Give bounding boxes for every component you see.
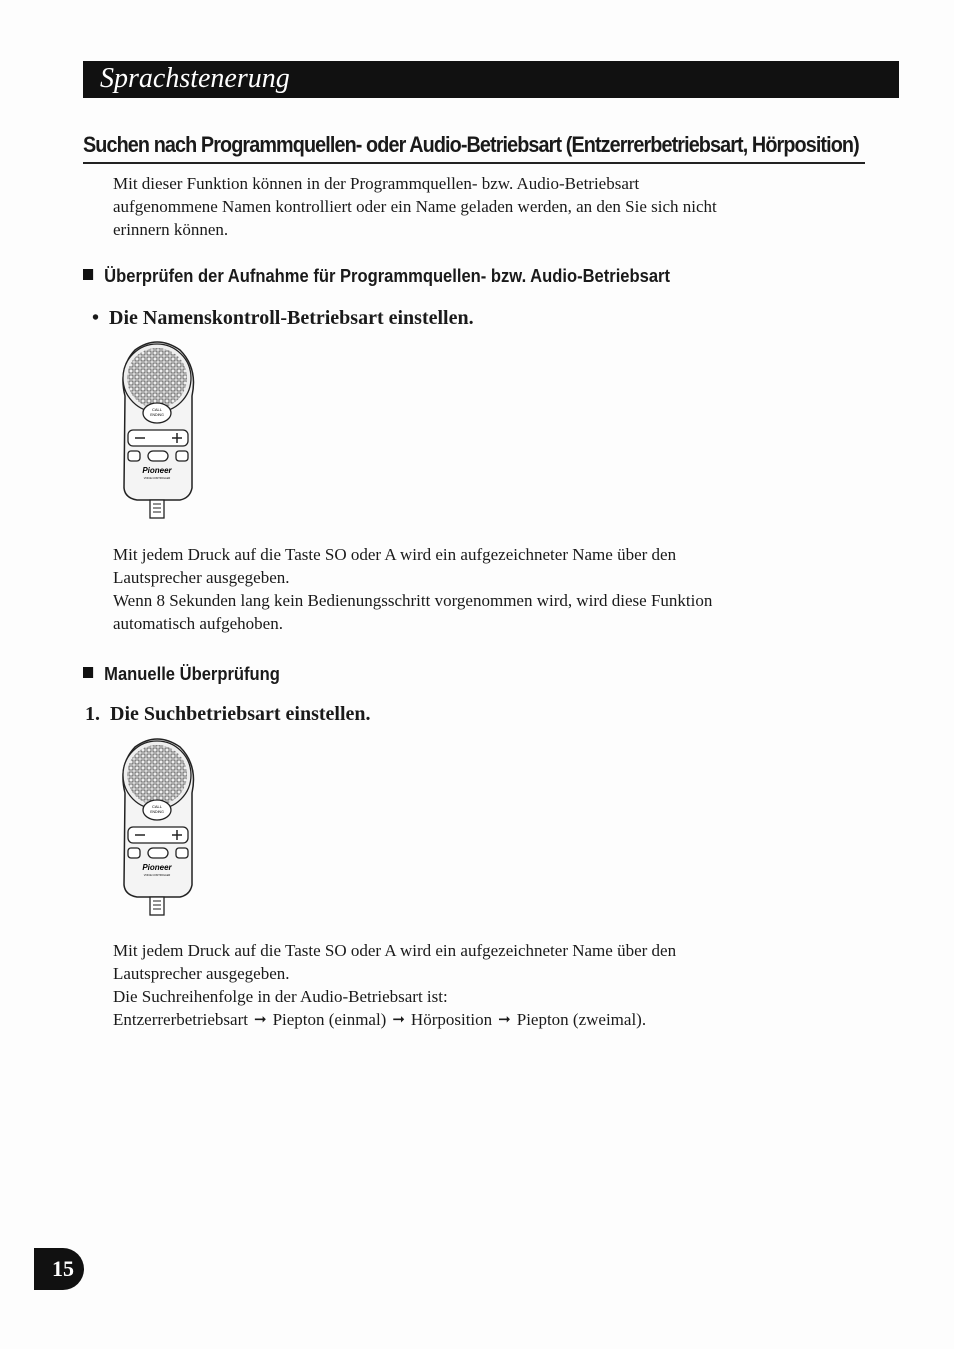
intro-line: Mit dieser Funktion können in der Programmquellen- bzw. Audio-Betriebsart xyxy=(113,174,640,193)
sequence-item: Piepton (zweimal). xyxy=(516,1010,647,1029)
step-text: Die Suchbetriebsart einstellen. xyxy=(110,703,371,725)
body-line: Mit jedem Druck auf die Taste SO oder A wird ein aufgezeichneter Name über den xyxy=(113,941,677,960)
section-title: Überprüfen der Aufnahme für Programmquellen- bzw. Audio-Betriebsart xyxy=(104,266,671,286)
sequence-item: Hörposition xyxy=(410,1010,493,1029)
remote-sub-label: ENDING xyxy=(150,810,164,814)
body-line: Die Suchreihenfolge in der Audio-Betriebsart ist: xyxy=(113,987,448,1006)
arrow-right-icon: ➞ xyxy=(253,1012,267,1028)
bullet: • xyxy=(92,307,100,329)
remote-control-illustration xyxy=(110,338,205,523)
remote-model-label: VOICE CONTROLLER xyxy=(143,477,171,480)
banner-title: Sprachstenerung xyxy=(100,63,290,94)
arrow-right-icon: ➞ xyxy=(498,1012,511,1028)
section-heading-manual xyxy=(83,664,280,685)
section-banner xyxy=(83,61,899,98)
step-number: 1. xyxy=(85,703,100,725)
remote-brand-logo: Pioneer xyxy=(142,466,172,475)
square-bullet-icon xyxy=(83,667,93,678)
sequence-item: Entzerrerbetriebsart xyxy=(113,1010,248,1029)
remote-call-label: CALL xyxy=(151,407,163,412)
arrow-right-icon: ➞ xyxy=(392,1012,405,1028)
remote-sub-label: ENDING xyxy=(150,413,164,417)
section1-body xyxy=(113,543,853,635)
sequence-item: Piepton (einmal) xyxy=(272,1010,387,1029)
body-line: Lautsprecher ausgegeben. xyxy=(113,964,290,983)
body-line: Mit jedem Druck auf die Taste SO oder A wird ein aufgezeichneter Name über den xyxy=(113,545,677,564)
section2-body xyxy=(113,939,853,1032)
search-sequence xyxy=(113,1008,853,1032)
step-heading xyxy=(92,307,474,330)
intro-line: aufgenommene Namen kontrolliert oder ein Name geladen werden, an den Sie sich nicht xyxy=(113,197,717,216)
section-heading-check xyxy=(83,266,670,287)
intro-paragraph xyxy=(113,172,853,241)
square-bullet-icon xyxy=(83,269,93,280)
body-line: automatisch aufgehoben. xyxy=(113,614,283,633)
section-title: Manuelle Überprüfung xyxy=(104,664,280,684)
step-heading xyxy=(85,703,371,726)
body-line: Lautsprecher ausgegeben. xyxy=(113,568,290,587)
remote-control-illustration xyxy=(110,735,205,920)
remote-model-label: VOICE CONTROLLER xyxy=(143,874,171,877)
page-heading: Suchen nach Programmquellen- oder Audio-Betriebsart (Entzerrerbetriebsart, Hörposition) xyxy=(83,132,859,157)
heading-underline xyxy=(83,162,865,164)
page-number: 15 xyxy=(34,1248,84,1290)
remote-call-label: CALL xyxy=(151,804,163,809)
intro-line: erinnern können. xyxy=(113,220,229,239)
step-text: Die Namenskontroll-Betriebsart einstellen. xyxy=(109,307,474,329)
body-line: Wenn 8 Sekunden lang kein Bedienungsschritt vorgenommen wird, wird diese Funktion xyxy=(113,591,713,610)
remote-brand-logo: Pioneer xyxy=(142,863,172,872)
